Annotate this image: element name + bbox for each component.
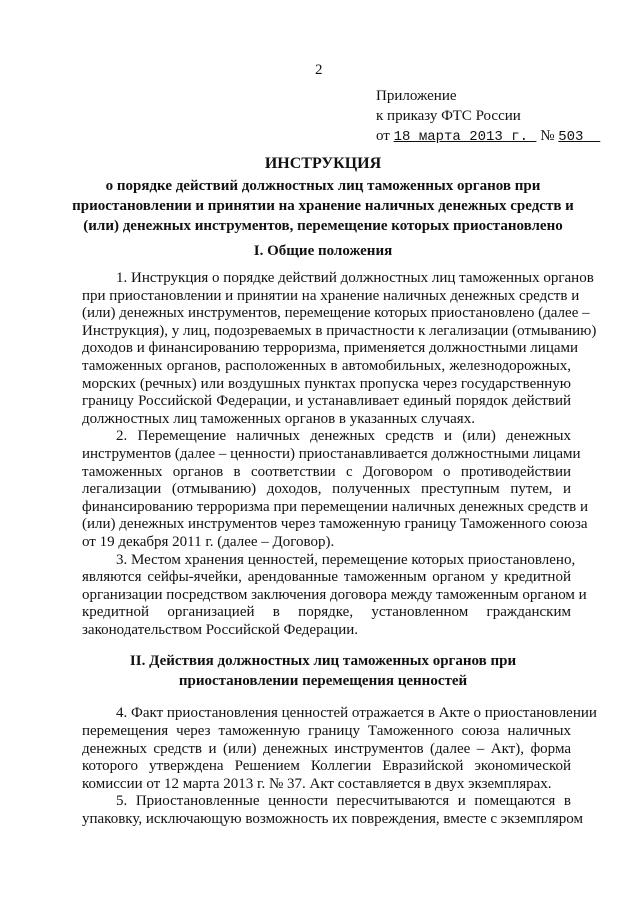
text-line: организации посредством заключения договора между таможенным органом и <box>82 586 587 603</box>
document-content <box>60 152 597 829</box>
section2-heading-line: II. Действия должностных лиц таможенных органов при <box>129 653 517 670</box>
paragraph <box>82 428 589 551</box>
text-line: таможенных органов в соответствии с Договором о противодействии <box>82 463 571 480</box>
text-line: которого утверждена Решением Коллегии Евразийской экономической <box>82 758 571 775</box>
order-date: 18 марта 2013 г. <box>393 129 529 145</box>
from-label: от <box>376 128 390 144</box>
text-line: перемещения через таможенную границу Таможенного союза наличных <box>82 723 571 740</box>
text-line: (или) денежных инструментов через таможенную границу Таможенного союза <box>82 516 588 533</box>
paragraph <box>82 270 597 428</box>
appendix-line1: Приложение <box>376 88 457 104</box>
text-line: (или) денежных инструментов, перемещение которых приостановлено (далее – <box>82 305 590 322</box>
title-line: о порядке действий должностных лиц таможенных органов при <box>105 178 541 194</box>
text-line: от 19 декабря 2011 г. (далее – Договор). <box>82 533 335 550</box>
appendix-block <box>376 86 600 147</box>
appendix-line2: к приказу ФТС России <box>376 108 521 124</box>
text-line: являются сейфы-ячейки, арендованные таможенным органом у кредитной <box>82 569 571 586</box>
title-line: приостановлении и принятии на хранение наличных денежных средств и <box>72 198 574 214</box>
order-number: 503 <box>558 129 584 145</box>
section2-heading <box>60 651 586 691</box>
text-line: денежных средств и (или) денежных инструментов (далее – Акт), форма <box>82 740 571 757</box>
section2-heading-line: приостановлении перемещения ценностей <box>178 673 468 690</box>
text-line: 2. Перемещение наличных денежных средств и (или) денежных <box>116 428 571 445</box>
text-line: должностных лиц таможенных органов в указанных случаях. <box>82 410 475 427</box>
text-line: Инструкция), у лиц, подозреваемых в причастности к легализации (отмыванию) <box>82 322 597 339</box>
text-line: финансированию терроризма при перемещении наличных денежных средств и <box>82 498 589 515</box>
page-number: 2 <box>315 62 323 78</box>
text-line: кредитной организацией в порядке, установленном гражданским <box>82 604 571 621</box>
text-line: границу Российской Федерации, и устанавливает единый порядок действий <box>82 393 571 410</box>
paragraph <box>82 793 584 828</box>
text-line: 4. Факт приостановления ценностей отражается в Акте о приостановлении <box>116 705 597 722</box>
section1-heading: I. Общие положения <box>253 243 393 259</box>
text-line: таможенных органов, расположенных в автомобильных, железнодорожных, <box>82 357 571 374</box>
title-line: (или) денежных инструментов, перемещение которых приостановлено <box>83 218 563 234</box>
text-line: упаковку, исключающую возможность их повреждения, вместе с экземпляром <box>82 811 584 828</box>
paragraph <box>82 551 587 640</box>
text-line: инструментов (далее – ценности) приостанавливается должностными лицами <box>82 445 581 462</box>
paragraph <box>82 705 597 793</box>
text-line: законодательством Российской Федерации. <box>82 621 359 638</box>
text-line: 3. Местом хранения ценностей, перемещение которых приостановлено, <box>116 551 576 568</box>
document-title <box>60 152 586 236</box>
title-main: ИНСТРУКЦИЯ <box>264 155 382 172</box>
text-line: доходов и финансированию терроризма, применяется должностными лицами <box>82 340 579 357</box>
text-line: 1. Инструкция о порядке действий должностных лиц таможенных органов <box>116 270 594 286</box>
text-line: легализации (отмыванию) доходов, полученных преступным путем, и <box>82 481 571 498</box>
text-line: 5. Приостановленные ценности пересчитываются и помещаются в <box>116 793 571 810</box>
section2-body <box>82 705 597 828</box>
section1-body <box>82 270 597 639</box>
appendix-date-line <box>376 126 600 147</box>
text-line: комиссии от 12 марта 2013 г. № 37. Акт составляется в двух экземплярах. <box>82 775 552 792</box>
text-line: при приостановлении и принятии на хранение наличных денежных средств и <box>82 287 580 304</box>
number-sign: № <box>540 128 555 144</box>
text-line: морских (речных) или воздушных пунктах пропуска через государственную <box>82 375 571 392</box>
